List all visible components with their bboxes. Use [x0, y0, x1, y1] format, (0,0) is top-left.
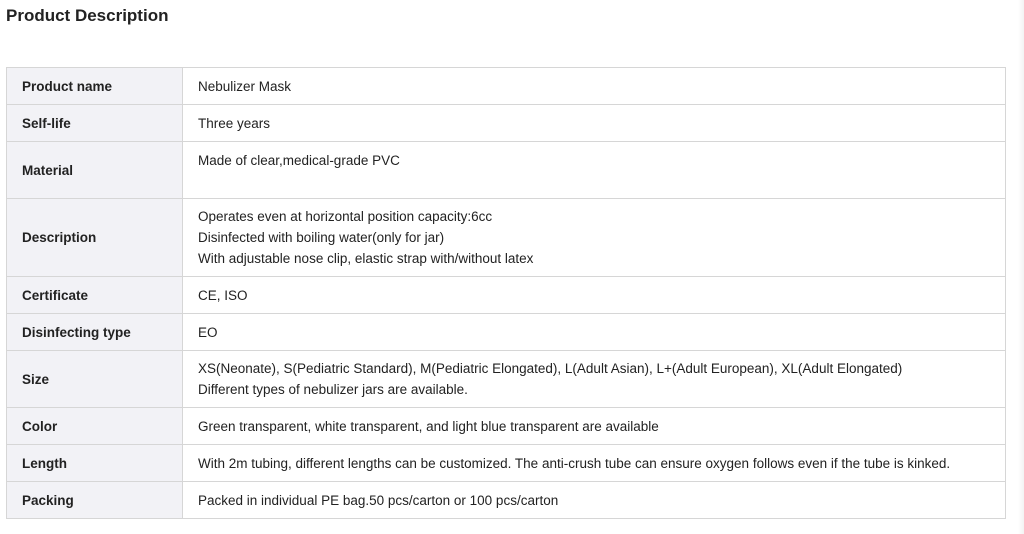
value-line: Nebulizer Mask: [198, 78, 292, 94]
row-value-material: [183, 142, 1006, 199]
row-value-length: [183, 445, 1006, 482]
table-row: [7, 142, 1006, 199]
table-row: [7, 277, 1006, 314]
value-line: Different types of nebulizer jars are available.: [198, 382, 468, 397]
row-label-self-life: Self-life: [7, 105, 183, 142]
row-label-size: Size: [7, 351, 183, 408]
table-row: [7, 482, 1006, 519]
row-value-self-life: [183, 105, 1006, 142]
row-label-certificate: Certificate: [7, 277, 183, 314]
row-label-length: Length: [7, 445, 183, 482]
value-line: Disinfected with boiling water(only for jar): [198, 230, 445, 245]
table-row: [7, 314, 1006, 351]
row-label-material: Material: [7, 142, 183, 199]
product-spec-table: [6, 67, 1006, 519]
row-label-product-name: Product name: [7, 68, 183, 105]
table-row: [7, 445, 1006, 482]
row-value-certificate: [183, 277, 1006, 314]
row-label-description: Description: [7, 199, 183, 277]
row-value-description: [183, 199, 1006, 277]
table-row: [7, 351, 1006, 408]
row-value-disinfecting-type: [183, 314, 1006, 351]
row-value-product-name: [183, 68, 1006, 105]
table-row: [7, 105, 1006, 142]
table-row: [7, 199, 1006, 277]
value-line: XS(Neonate), S(Pediatric Standard), M(Pediatric Elongated), L(Adult Asian), L+(Adult European), XL(Adult Elongated): [198, 361, 903, 376]
row-value-packing: [183, 482, 1006, 519]
value-line: Three years: [198, 115, 271, 131]
table-row: [7, 68, 1006, 105]
page-edge-shadow: [1018, 0, 1024, 534]
value-line: Packed in individual PE bag.50 pcs/carton or 100 pcs/carton: [198, 492, 559, 508]
section-title: Product Description: [6, 6, 169, 25]
value-line: With 2m tubing, different lengths can be customized. The anti-crush tube can ensure oxygen follows even if the tube is kinked.: [198, 455, 951, 471]
value-line: Green transparent, white transparent, and light blue transparent are available: [198, 418, 659, 434]
table-row: [7, 408, 1006, 445]
row-label-disinfecting-type: Disinfecting type: [7, 314, 183, 351]
row-value-color: [183, 408, 1006, 445]
value-line: CE, ISO: [198, 287, 248, 303]
value-line: With adjustable nose clip, elastic strap with/without latex: [198, 251, 534, 266]
row-label-color: Color: [7, 408, 183, 445]
row-label-packing: Packing: [7, 482, 183, 519]
value-line: Operates even at horizontal position capacity:6cc: [198, 209, 493, 224]
value-line: Made of clear,medical-grade PVC: [198, 153, 400, 168]
row-value-size: [183, 351, 1006, 408]
value-line: EO: [198, 324, 218, 340]
